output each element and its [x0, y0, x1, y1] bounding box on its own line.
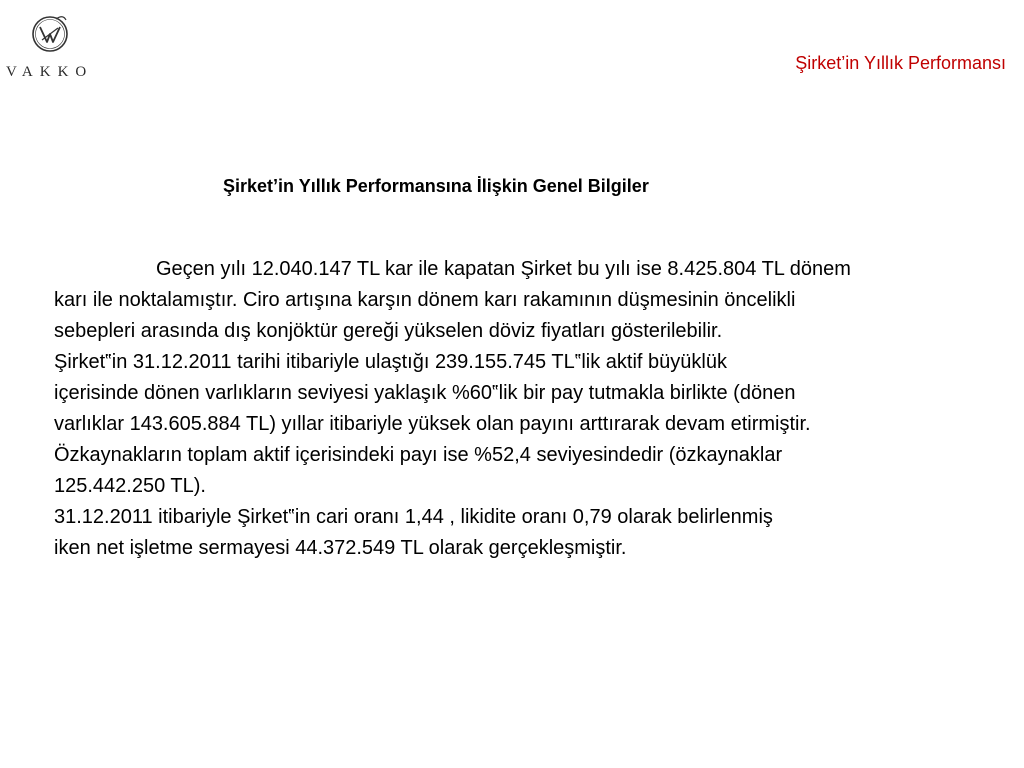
body-line: Özkaynakların toplam aktif içerisindeki payı ise %52,4 seviyesindedir (özkaynaklar: [54, 444, 783, 466]
body-line: 125.442.250 TL).: [54, 475, 206, 497]
slide-title: Şirket’in Yıllık Performansı: [795, 53, 1006, 73]
brand-logo: [0, 0, 110, 92]
body-line: varlıklar 143.605.884 TL) yıllar itibariyle yüksek olan payını arttırarak devam etirmiştir.: [54, 413, 811, 435]
body-line: 31.12.2011 itibariyle Şirket‟in cari oranı 1,44 , likidite oranı 0,79 olarak belirlenmiş: [54, 506, 773, 528]
vakko-monogram-icon: [0, 0, 110, 64]
body-line: Şirket‟in 31.12.2011 tarihi itibariyle ulaştığı 239.155.745 TL‟lik aktif büyüklük: [54, 351, 727, 373]
body-line: sebepleri arasında dış konjöktür gereği yükselen döviz fiyatları gösterilebilir.: [54, 320, 723, 342]
brand-name: VAKKO: [6, 64, 94, 80]
body-line: içerisinde dönen varlıkların seviyesi yaklaşık %60‟lik bir pay tutmakla birlikte (dönen: [54, 382, 796, 404]
section-heading: Şirket’in Yıllık Performansına İlişkin Genel Bilgiler: [223, 176, 649, 196]
body-paragraph: [54, 254, 974, 564]
body-line: Geçen yılı 12.040.147 TL kar ile kapatan Şirket bu yılı ise 8.425.804 TL dönem: [156, 258, 851, 280]
body-line: karı ile noktalamıştır. Ciro artışına karşın dönem karı rakamının düşmesinin öncelikli: [54, 289, 796, 311]
body-line: iken net işletme sermayesi 44.372.549 TL olarak gerçekleşmiştir.: [54, 537, 627, 559]
